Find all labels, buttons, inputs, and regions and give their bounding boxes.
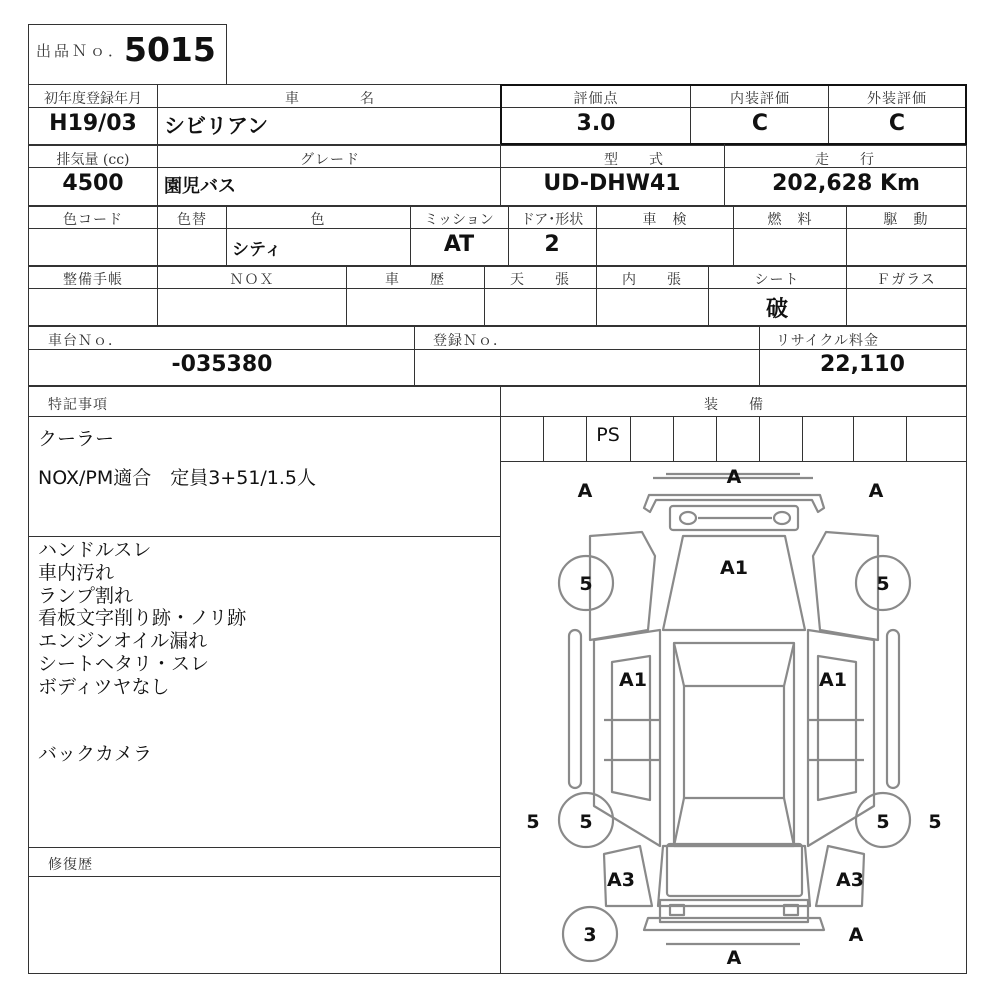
score-label: 評価点 — [573, 91, 619, 107]
map-windshield: A1 — [720, 557, 748, 579]
mileage-value: 202,628 Km — [772, 171, 920, 196]
exterior-score-label: 外装評価 — [867, 91, 927, 107]
condition-note: 看板文字削り跡・ノリ跡 — [38, 607, 247, 630]
repaint-label: 色替 — [177, 212, 207, 228]
map-spare-tire: 3 — [583, 924, 597, 946]
condition-note: エンジンオイル漏れ — [38, 630, 208, 653]
history-label: 車 歴 — [385, 272, 445, 288]
map-bottom-right: A — [848, 924, 864, 946]
equipment-label: 装 備 — [704, 397, 764, 413]
condition-notes — [38, 539, 246, 766]
recycle-label: リサイクル料金 — [776, 333, 880, 349]
seat-value: 破 — [765, 297, 789, 322]
listing-number-label: 出品Ｎｏ． — [36, 42, 127, 60]
recycle-value: 22,110 — [820, 352, 905, 377]
door-value: 2 — [544, 232, 560, 257]
interior-score-value: C — [751, 111, 769, 136]
f-glass-label: Ｆガラス — [876, 272, 936, 288]
equipment-cell-ps: PS — [596, 424, 620, 446]
map-front-right-tire: 5 — [876, 573, 890, 595]
displacement-label: 排気量 (cc) — [56, 152, 130, 168]
condition-note: ランプ割れ — [38, 584, 134, 607]
mission-value: AT — [443, 232, 475, 257]
model-value: UD-DHW41 — [543, 171, 681, 196]
repair-history-label: 修復歴 — [48, 857, 93, 873]
condition-note: 車内汚れ — [38, 561, 115, 584]
map-top-center: A — [726, 466, 742, 488]
special-note-line-1: クーラー — [38, 428, 115, 450]
score-value: 3.0 — [576, 111, 616, 136]
interior-score-label: 内装評価 — [730, 91, 790, 107]
seat-label: シート — [754, 272, 800, 288]
registration-label: 登録Ｎｏ． — [433, 333, 508, 349]
map-rear-right-corner: A3 — [836, 869, 864, 891]
mileage-label: 走 行 — [815, 152, 875, 168]
map-rear-right-tire: 5 — [876, 811, 890, 833]
map-top-left: A — [577, 480, 593, 502]
chassis-value: -035380 — [171, 352, 273, 377]
door-label: ドア･形状 — [520, 212, 584, 228]
color-code-label: 色コード — [63, 212, 123, 228]
car-name-label: 車 名 — [285, 91, 375, 107]
map-rear-left-tire: 5 — [579, 811, 593, 833]
car-name-value: シビリアン — [164, 114, 269, 138]
condition-note: シートヘタリ・スレ — [38, 652, 210, 675]
manual-label: 整備手帳 — [63, 272, 123, 288]
interior-trim-label: 内 張 — [622, 272, 682, 288]
condition-note: バックカメラ — [38, 743, 153, 766]
color-value: シティ — [232, 240, 282, 260]
fuel-label: 燃 料 — [767, 212, 813, 228]
map-rear-right-outer: 5 — [928, 811, 942, 833]
nox-label: ＮＯＸ — [229, 272, 275, 288]
reg-year-value: H19/03 — [49, 111, 137, 136]
special-note-line-2: NOX/PM適合 定員3+51/1.5人 — [38, 467, 317, 489]
map-right-side: A1 — [819, 669, 847, 691]
grade-value: 園児バス — [164, 176, 236, 197]
drive-label: 駆 動 — [883, 212, 929, 228]
grade-label: グレード — [300, 152, 360, 168]
condition-note — [38, 699, 246, 722]
condition-note: ハンドルスレ — [38, 539, 152, 561]
map-rear-left-outer: 5 — [526, 811, 540, 833]
listing-number-value: 5015 — [124, 30, 216, 69]
chassis-label: 車台Ｎｏ． — [48, 333, 123, 349]
map-top-right: A — [868, 480, 884, 502]
ceiling-label: 天 張 — [510, 272, 570, 288]
mission-label: ミッション — [424, 212, 494, 228]
map-bottom-center: A — [726, 947, 742, 969]
condition-note: ボディツヤなし — [38, 675, 170, 698]
car-damage-map — [501, 462, 967, 974]
map-left-side: A1 — [619, 669, 647, 691]
reg-year-label: 初年度登録年月 — [44, 91, 142, 107]
color-label: 色 — [310, 212, 326, 228]
model-label: 型 式 — [604, 152, 664, 168]
displacement-value: 4500 — [62, 171, 124, 196]
map-rear-left-corner: A3 — [607, 869, 635, 891]
special-notes-label: 特記事項 — [48, 397, 108, 413]
exterior-score-value: C — [888, 111, 906, 136]
map-front-left-tire: 5 — [579, 573, 593, 595]
inspection-label: 車 検 — [642, 212, 688, 228]
